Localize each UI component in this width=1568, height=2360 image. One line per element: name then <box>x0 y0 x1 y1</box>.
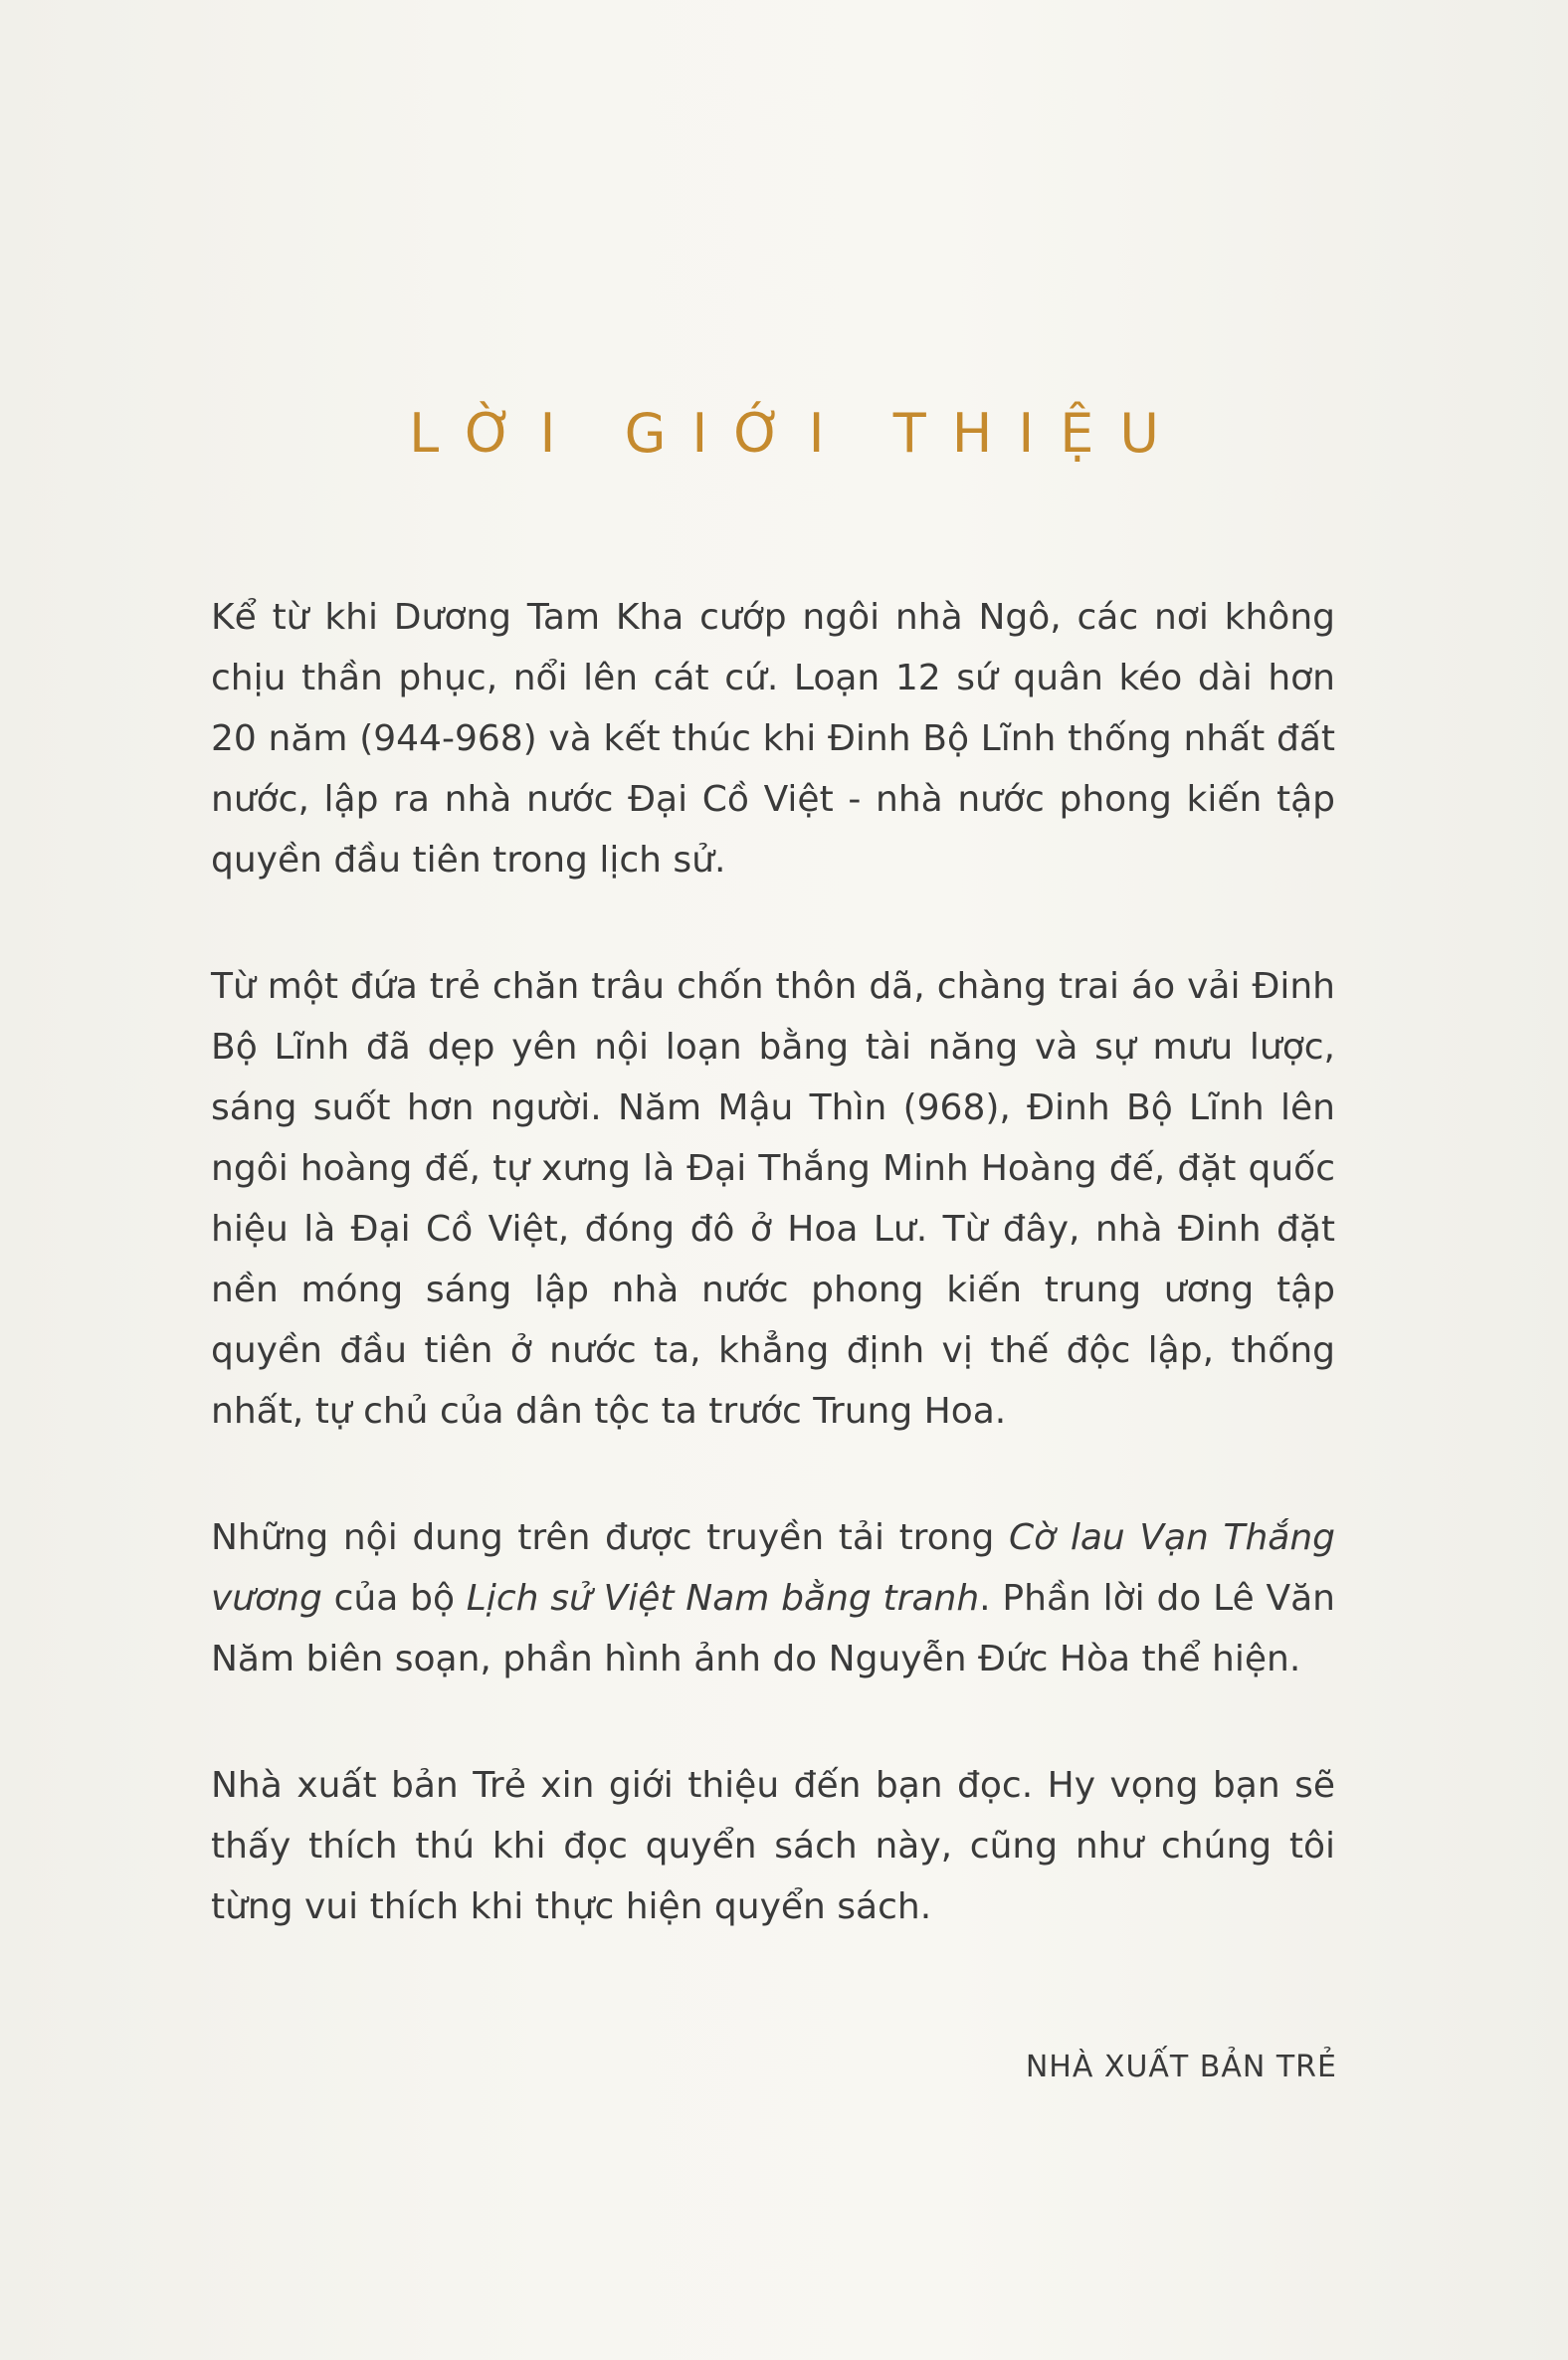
introduction-body <box>211 587 1335 2003</box>
paragraph-4: Nhà xuất bản Trẻ xin giới thiệu đến bạn đọc. Hy vọng bạn sẽ thấy thích thú khi đọc quyển sách này, cũng như chúng tôi từng vui thích khi thực hiện quyển sách. <box>211 1765 1335 1927</box>
publisher-signature: NHÀ XUẤT BẢN TRẺ <box>1025 2050 1337 2084</box>
paragraph-3-text-3: . Phần lời do Lê Văn Năm biên soạn, phần hình ảnh do Nguyễn Đức Hòa thể hiện. <box>211 1578 1335 1679</box>
paragraph-3 <box>211 1507 1335 1689</box>
book-title-italic: Cờ lau Vạn Thắng vương <box>211 1517 1335 1619</box>
paragraph-3-text-2: của bộ <box>321 1578 467 1619</box>
paragraph-1: Kể từ khi Dương Tam Kha cướp ngôi nhà Ngô, các nơi không chịu thần phục, nổi lên cát cứ. Loạn 12 sứ quân kéo dài hơn 20 năm (944-968) và kết thúc khi Đinh Bộ Lĩnh thống nhất đất nước, lập ra nhà nước Đại Cồ Việt - nhà nước phong kiến tập quyền đầu tiên trong lịch sử. <box>211 597 1335 881</box>
paragraph-2: Từ một đứa trẻ chăn trâu chốn thôn dã, chàng trai áo vải Đinh Bộ Lĩnh đã dẹp yên nội loạn bằng tài năng và sự mưu lược, sáng suốt hơn người. Năm Mậu Thìn (968), Đinh Bộ Lĩnh lên ngôi hoàng đế, tự xưng là Đại Thắng Minh Hoàng đế, đặt quốc hiệu là Đại Cồ Việt, đóng đô ở Hoa Lư. Từ đây, nhà Đinh đặt nền móng sáng lập nhà nước phong kiến trung ương tập quyền đầu tiên ở nước ta, khẳng định vị thế độc lập, thống nhất, tự chủ của dân tộc ta trước Trung Hoa. <box>211 966 1335 1432</box>
page-title: LỜI GIỚI THIỆU <box>409 402 1185 466</box>
series-title-italic: Lịch sử Việt Nam bằng tranh <box>466 1578 980 1619</box>
paragraph-3-text-1: Những nội dung trên được truyền tải trong <box>211 1517 1010 1558</box>
